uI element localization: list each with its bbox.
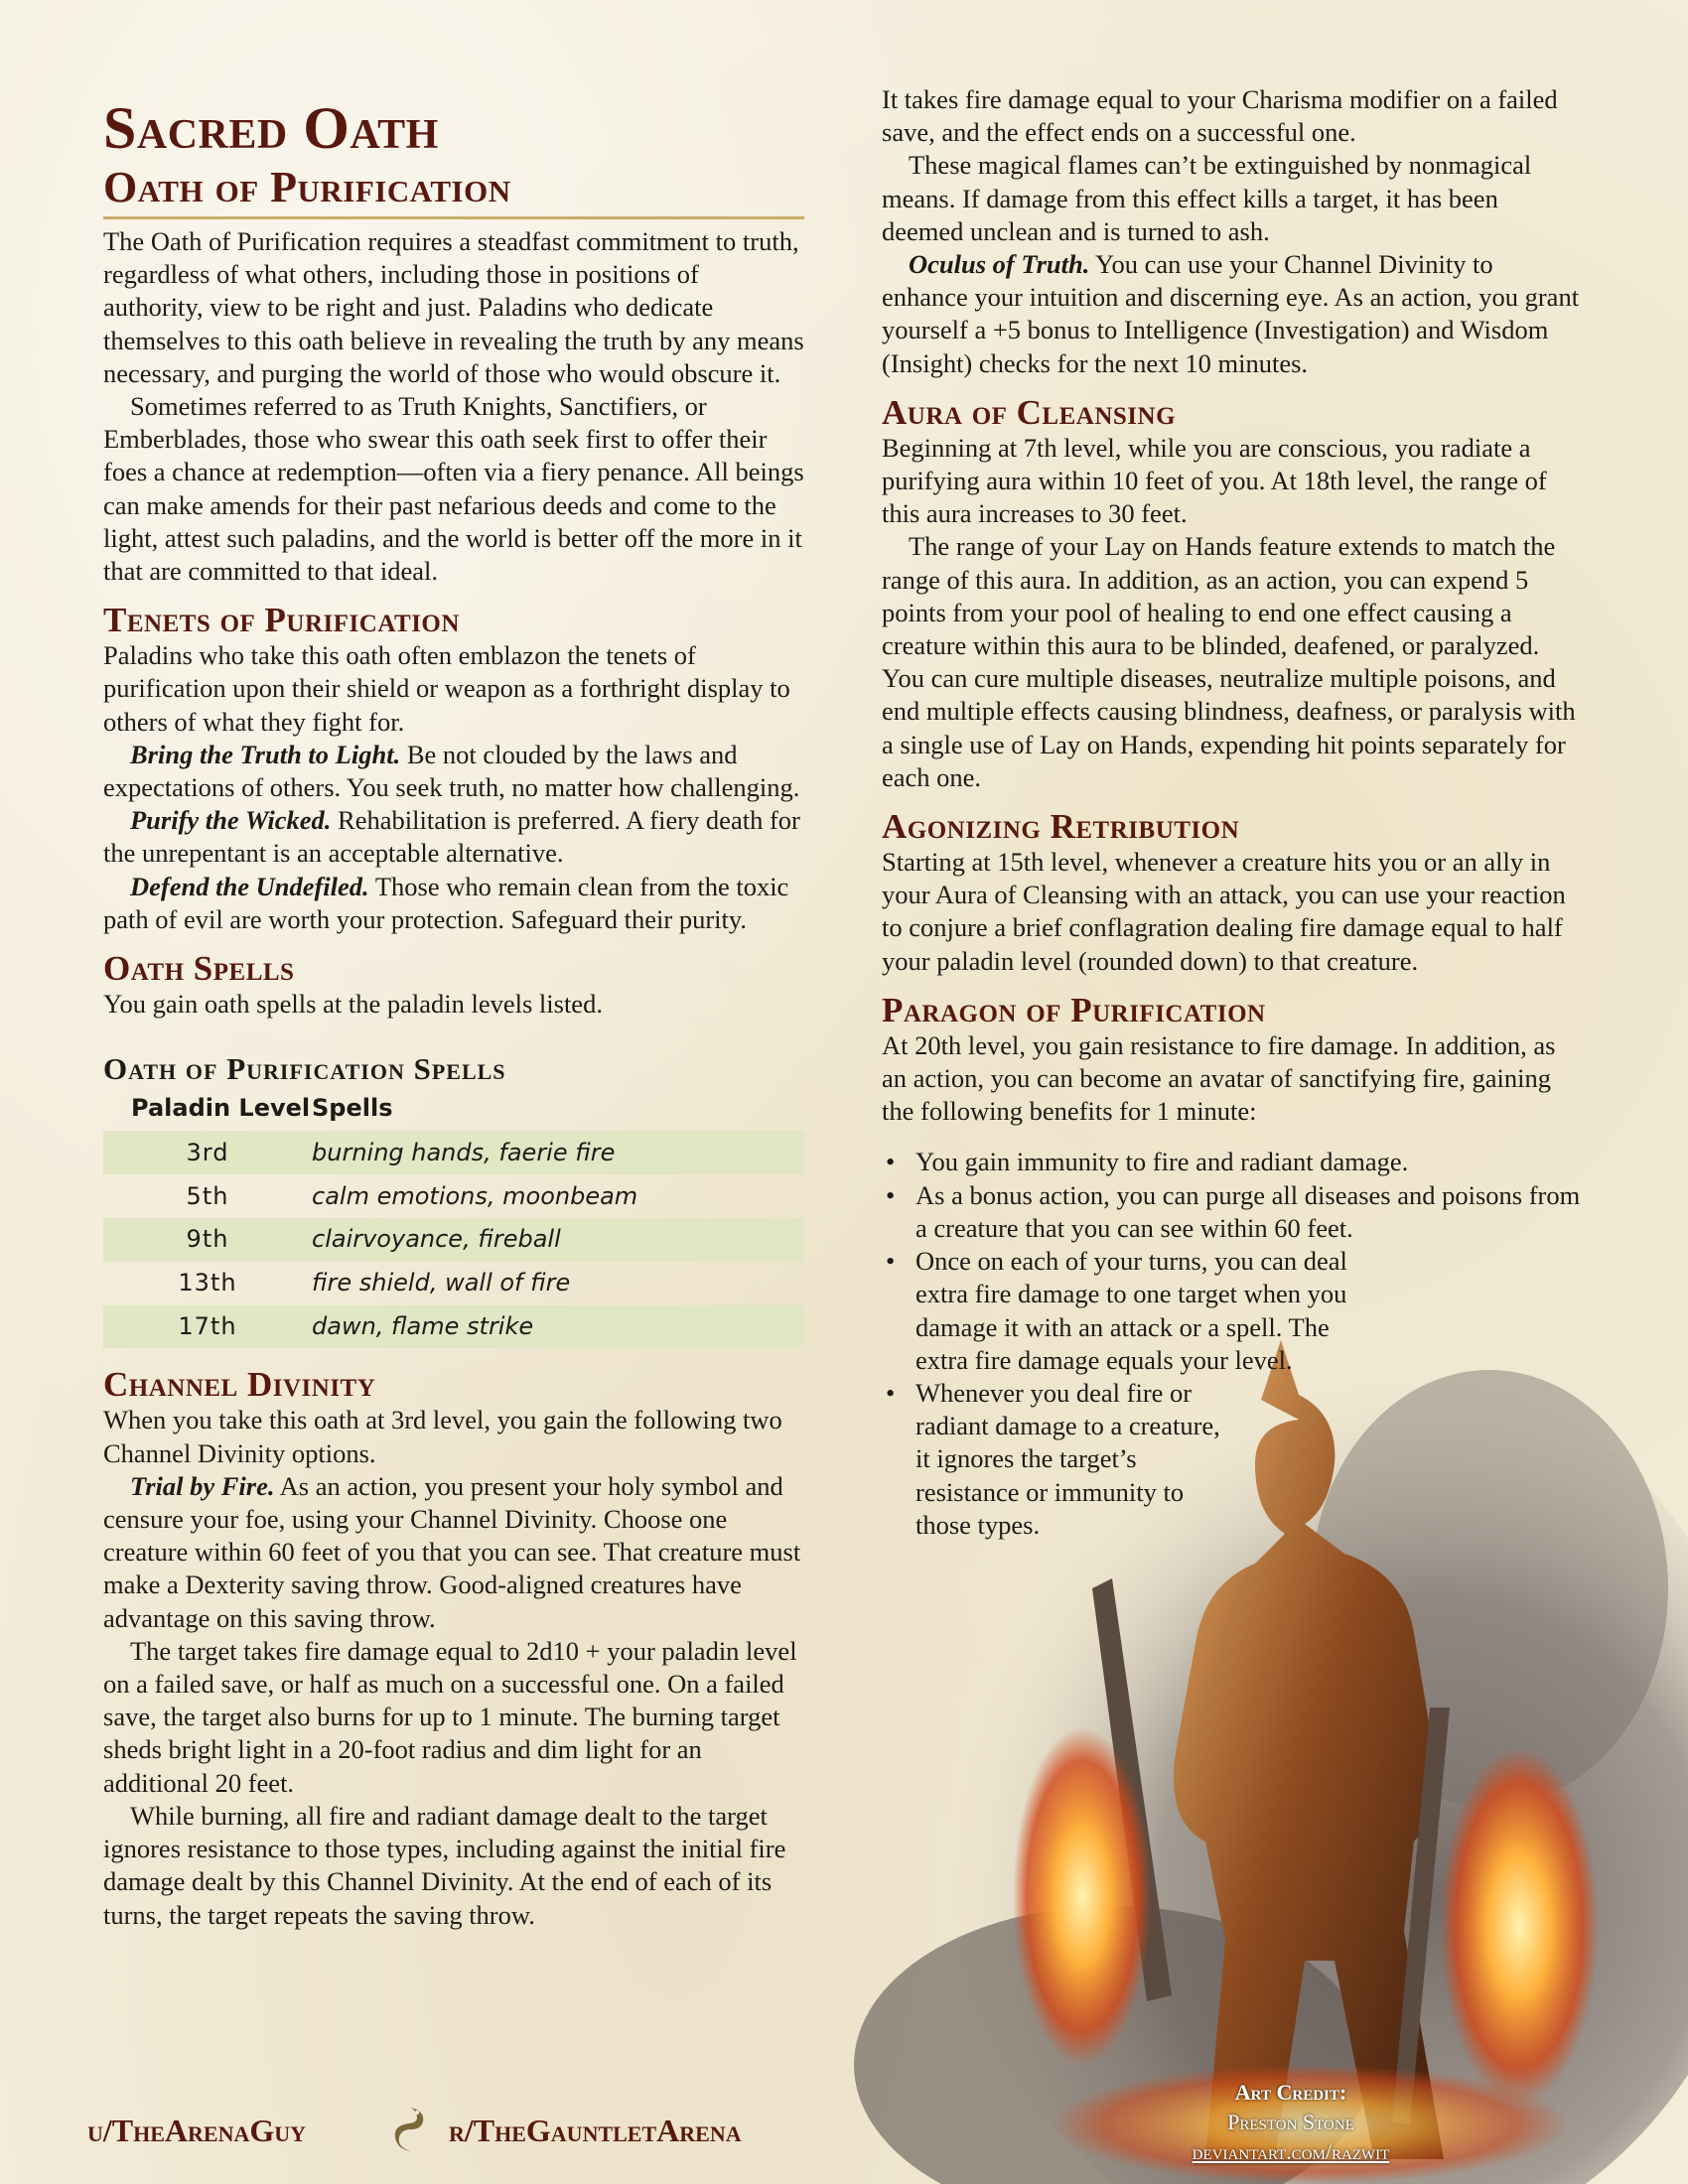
list-item: • Whenever you deal fire or radiant damage to a creature, it ignores the target’s resistance or immunity to those types. xyxy=(915,1377,1233,1542)
tenet-name: Defend the Undefiled. xyxy=(130,871,369,901)
art-credit-artist: Preston Stone xyxy=(1227,2110,1354,2134)
channel-paragraph-6: These magical flames can’t be extinguished by nonmagical means. If damage from this effect kills a target, it has been deemed unclean and is turned to ash. xyxy=(882,150,1532,246)
table-row xyxy=(103,1174,804,1218)
table-row xyxy=(103,1262,804,1305)
level-cell: 9th xyxy=(186,1225,229,1254)
spells-cell: fire shield, wall of fire xyxy=(312,1269,571,1297)
art-credit-label: Art Credit: xyxy=(1234,2080,1347,2105)
art-credit xyxy=(1142,2078,1440,2167)
left-column xyxy=(103,77,804,1932)
intro-paragraph-2: Sometimes referred to as Truth Knights, Sanctifiers, or Emberblades, those who swear this oath seek first to offer their foes a chance at redemption—often via a fiery penance. All beings can make amends for their past nefarious deeds and come to the light, attest such paladins, and the world is better off the more in it that are committed to that ideal. xyxy=(103,391,804,587)
list-item: • You gain immunity to fire and radiant damage. xyxy=(915,1146,1583,1178)
table-row xyxy=(103,1305,804,1349)
level-cell: 17th xyxy=(178,1311,237,1340)
aura-paragraph-1: Beginning at 7th level, while you are conscious, you radiate a purifying aura within 10 feet of you. At 18th level, the range of this aura increases to 30 feet. xyxy=(882,432,1547,529)
paragon-heading: Paragon of Purification xyxy=(882,990,1266,1029)
page-subtitle: Oath of Purification xyxy=(103,163,804,219)
aura-heading: Aura of Cleansing xyxy=(882,392,1177,432)
agonizing-heading: Agonizing Retribution xyxy=(882,807,1240,847)
channel-paragraph-5: It takes fire damage equal to your Charisma modifier on a failed save, and the effect ends on a successful one. xyxy=(882,84,1558,148)
dragon-emblem-icon xyxy=(389,2105,433,2154)
intro-paragraph-1: The Oath of Purification requires a steadfast commitment to truth, regardless of what others, including those in positions of authority, view to be right and just. Paladins who dedicate themselves to this oath believe in revealing the truth by any means necessary, and purging the world of those who would obscure it. xyxy=(103,226,804,388)
footer-left-handle[interactable]: u/TheArenaGuy xyxy=(87,2113,307,2148)
tenet-item xyxy=(103,739,804,804)
oculus-name: Oculus of Truth. xyxy=(909,249,1090,280)
column-header-level: Paladin Level xyxy=(131,1094,311,1123)
spells-table xyxy=(103,1090,804,1348)
page-title: Sacred Oath xyxy=(103,95,439,161)
level-cell: 3rd xyxy=(186,1138,229,1166)
paragon-paragraph: At 20th level, you gain resistance to fire damage. In addition, as an action, you can become an avatar of sanctifying fire, gaining the following benefits for 1 minute: xyxy=(882,1029,1556,1127)
table-row xyxy=(103,1131,804,1174)
tenet-name: Purify the Wicked. xyxy=(130,805,332,836)
spells-cell: clairvoyance, fireball xyxy=(312,1225,561,1254)
oculus-text: You can use your Channel Divinity to enhance your intuition and discerning eye. As an action, you grant yourself a +5 bonus to Intelligence (Investigation) and Wisdom (Insight) checks for the next 10 minutes. xyxy=(882,249,1580,378)
oculus-paragraph xyxy=(882,248,1583,380)
channel-paragraph-1: When you take this oath at 3rd level, you gain the following two Channel Divinity options. xyxy=(103,1405,782,1468)
spells-cell: calm emotions, moonbeam xyxy=(312,1181,638,1210)
channel-paragraph-3: The target takes fire damage equal to 2d10 + your paladin level on a failed save, or half as much on a successful one. On a failed save, the target also burns for up to 1 minute. The burning target sheds bright light in a 20-foot radius and dim light for an additional 20 feet. xyxy=(103,1635,797,1798)
tenets-heading: Tenets of Purification xyxy=(103,601,460,640)
oath-spells-heading: Oath Spells xyxy=(103,949,295,989)
art-credit-link[interactable]: deviantart.com/razwit xyxy=(1192,2139,1390,2164)
spells-cell: dawn, flame strike xyxy=(312,1311,534,1340)
tenet-name: Bring the Truth to Light. xyxy=(130,739,401,769)
list-item: • As a bonus action, you can purge all diseases and poisons from a creature that you can see within 60 feet. xyxy=(915,1179,1583,1245)
tenet-item xyxy=(103,871,804,936)
table-header-row xyxy=(103,1090,804,1131)
column-header-spells: Spells xyxy=(312,1094,393,1123)
trial-by-fire-text: As an action, you present your holy symbol and censure your foe, using your Channel Divinity. Choose one creature within 60 feet of you that you can see. That creature must make a Dexterity saving throw. Good-aligned creatures have advantage on this saving throw. xyxy=(103,1470,801,1633)
agonizing-paragraph: Starting at 15th level, whenever a creature hits you or an ally in your Aura of Cleansing with an attack, you can use your reaction to conjure a brief conflagration dealing fire damage equal to half your paladin level (rounded down) to that creature. xyxy=(882,847,1566,976)
paragon-benefits-list xyxy=(882,1146,1583,1541)
tenet-text: Rehabilitation is preferred. A fiery death for the unrepentant is an acceptable alternative. xyxy=(103,805,800,869)
right-column xyxy=(882,83,1583,1542)
tenets-intro: Paladins who take this oath often emblazon the tenets of purification upon their shield or weapon as a forthright display to others of what they fight for. xyxy=(103,640,790,737)
aura-paragraph-2: The range of your Lay on Hands feature extends to match the range of this aura. In addition, as an action, you can expend 5 points from your pool of healing to end one effect causing a creature within this aura to be blinded, deafened, or paralyzed. You can cure multiple diseases, neutralize multiple poisons, and end multiple effects causing blindness, deafness, or paralysis with a single use of Lay on Hands, expending hit points separately for each one. xyxy=(882,531,1576,792)
tenet-text: Those who remain clean from the toxic path of evil are worth your protection. Safeguard their purity. xyxy=(103,871,789,934)
footer-right-subreddit[interactable]: r/TheGauntletArena xyxy=(449,2113,742,2148)
tenet-item xyxy=(103,804,804,870)
channel-divinity-heading: Channel Divinity xyxy=(103,1365,376,1405)
trial-by-fire-name: Trial by Fire. xyxy=(130,1470,275,1501)
tenet-text: Be not clouded by the laws and expectations of others. You seek truth, no matter how challenging. xyxy=(103,739,800,803)
channel-paragraph-4: While burning, all fire and radiant damage dealt to the target ignores resistance to those types, including against the initial fire damage dealt by this Channel Divinity. At the end of each of its turns, the target repeats the saving throw. xyxy=(103,1800,786,1930)
list-item: • Once on each of your turns, you can deal extra fire damage to one target when you damage it with an attack or a spell. The extra fire damage equals your level. xyxy=(915,1245,1382,1377)
level-cell: 13th xyxy=(178,1269,237,1297)
spells-table-title: Oath of Purification Spells xyxy=(103,1051,506,1087)
table-row xyxy=(103,1218,804,1262)
level-cell: 5th xyxy=(186,1181,229,1210)
oath-spells-text: You gain oath spells at the paladin levels listed. xyxy=(103,989,603,1020)
trial-by-fire-paragraph xyxy=(103,1470,804,1635)
spells-cell: burning hands, faerie fire xyxy=(312,1138,616,1166)
